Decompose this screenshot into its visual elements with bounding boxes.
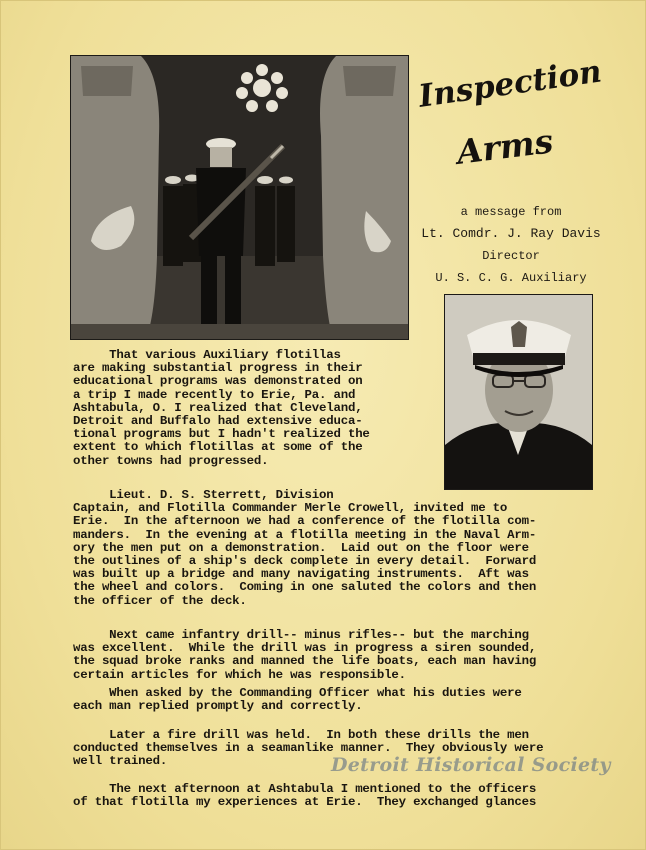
author-name: Lt. Comdr. J. Ray Davis (421, 226, 601, 241)
author-portrait-image (445, 295, 592, 489)
article-title (416, 53, 607, 194)
watermark: Detroit Historical Society (331, 754, 611, 776)
title-line-inspection: Inspection (416, 53, 604, 115)
author-role: Director (482, 249, 540, 263)
byline (411, 201, 611, 289)
paragraph-4: When asked by the Commanding Officer what his duties were each man replied promptly and correctly. (73, 686, 522, 714)
paragraph-2: Lieut. D. S. Sterrett, Division Captain, and Flotilla Commander Merle Crowell, invited me to Erie. In the afternoon we had a conference of the flotilla com- manders. In the evening at a flotilla meeting in the Naval Arm- ory the men put on a demonstration. Laid out on the floor were the outlines of a ship's deck complete in every detail. Forward was built up a bridge and many navigating instruments. Aft was the wheel and colors. Coming in one saluted the colors and then the officer of the deck. (73, 488, 537, 608)
byline-intro: a message from (460, 205, 562, 219)
paragraph-5: Later a fire drill was held. In both these drills the men conducted themselves in a seamanlike manner. They obviously were well trained. (73, 728, 544, 769)
author-organization: U. S. C. G. Auxiliary (435, 271, 587, 285)
paragraph-3: Next came infantry drill-- minus rifles-- but the marching was excellent. While the drill was in progress a siren sounded, the squad broke ranks and manned the life boats, each man having certain articles for which he was responsible. (73, 628, 537, 682)
paragraph-1: That various Auxiliary flotillas are making substantial progress in their educational programs was demonstrated on a trip I made recently to Erie, Pa. and Ashtabula, O. I realized that Cleveland, Detroit and Buffalo had extensive educa- tional programs but I hadn't realized the extent to which flotillas at some of the other towns had progressed. (73, 348, 370, 468)
inspection-photo (71, 56, 408, 339)
title-line-arms: Arms (454, 121, 556, 172)
inspection-photo-image (71, 56, 408, 339)
paragraph-6: The next afternoon at Ashtabula I mentioned to the officers of that flotilla my experiences at Erie. They exchanged glances (73, 782, 537, 810)
author-portrait (445, 295, 592, 489)
